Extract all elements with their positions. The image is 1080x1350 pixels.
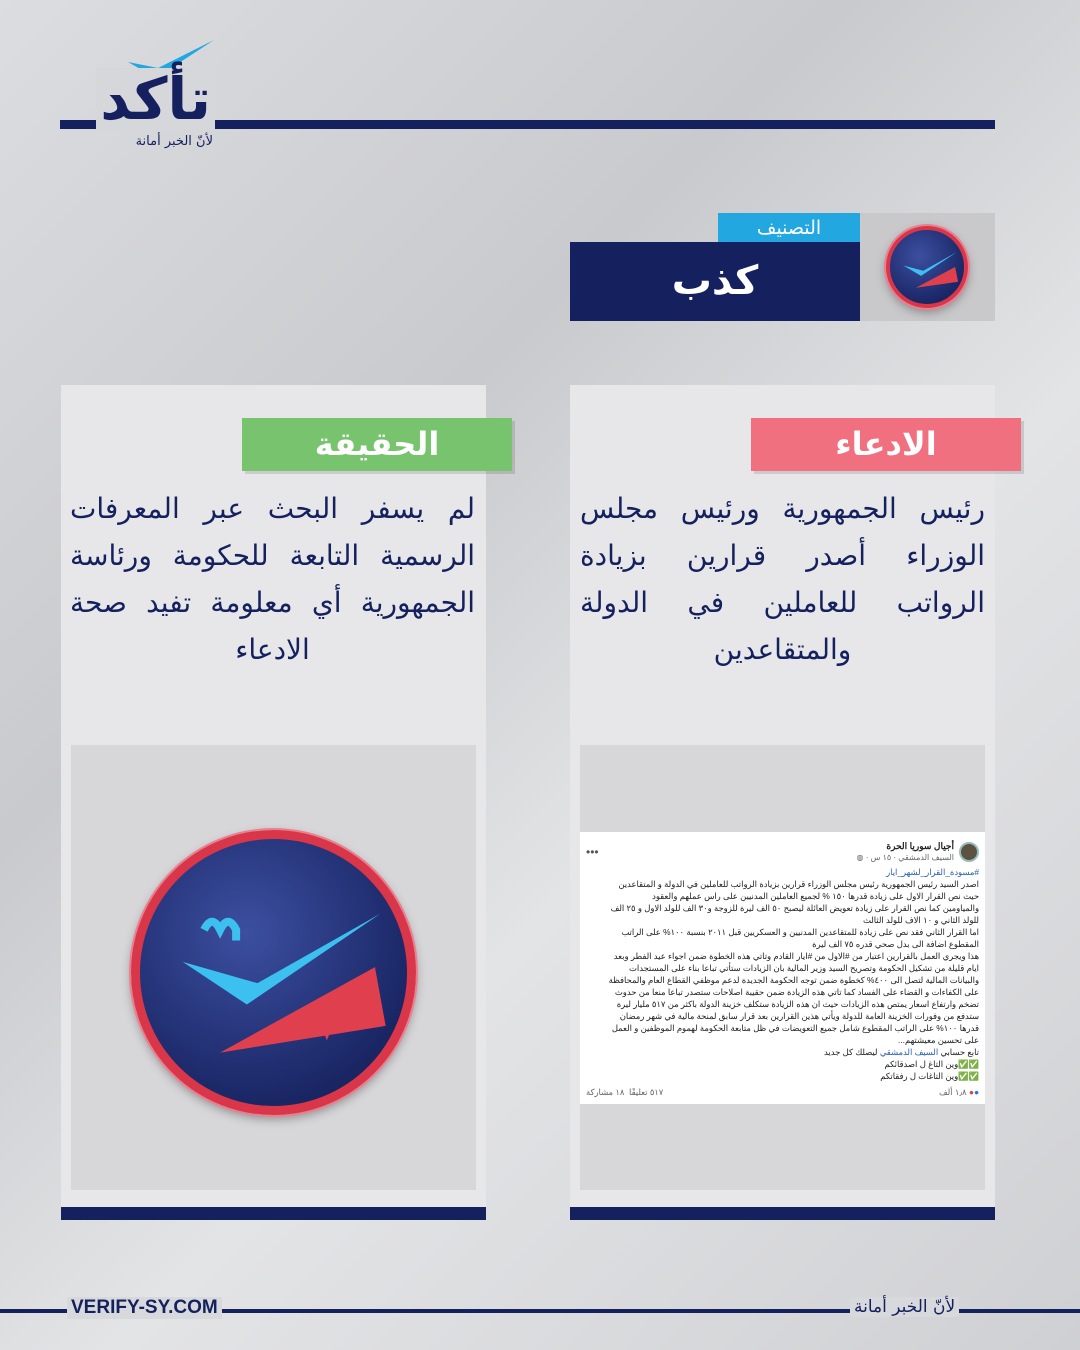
post-line: على تحسين معيشتهم... bbox=[898, 1035, 979, 1045]
website-link[interactable]: VERIFY-SY.COM bbox=[67, 1297, 222, 1319]
post-line: قدرها ١٠٠% على الراتب المقطوع شامل جميع التعويضات في ظل متابعة الحكومة لهموم الموظفين و العمل bbox=[611, 1023, 979, 1033]
post-line: ✅✅وين التاغات ل رفقاتكم bbox=[880, 1071, 979, 1081]
post-line: للولد الثاني و ١٠ الاف للولد الثالث bbox=[862, 915, 979, 925]
verify-badge-large-icon bbox=[131, 830, 416, 1115]
post-line: والبيانات المالية لتصل الى ٤٠٠% كخطوة ضمن توجه الحكومة الجديدة لدعم موظفي القطاع العام والمحافظة bbox=[608, 975, 979, 985]
post-author: السيف الدمشقي bbox=[898, 853, 954, 862]
follow-link: السيف الدمشقي bbox=[879, 1047, 939, 1057]
post-line: اصدر السيد رئيس الجمهورية رئيس مجلس الوزراء قرارين بزيادة الرواتب للعاملين في الدولة و المتقاعدين bbox=[618, 879, 979, 889]
post-line: والمياومين كما نص القرار على زيادة تعويض العائلة ليصبح ٥٠ الف ليرة للزوجة و٣٠ الف للولد الاول و ٢٥ الف bbox=[610, 903, 979, 913]
post-line: هذا ويجري العمل بالقرارين اعتبار من #الاول من #ايار القادم وتاتي هذه الخطوة ضمن اجواء عيد الفطر وبعد bbox=[613, 951, 979, 961]
verify-badge-icon bbox=[886, 226, 968, 308]
classification-value: كذب bbox=[570, 242, 860, 321]
post-line: المقطوع اضافة الى بدل صحي قدره ٧٥ الف ليرة bbox=[812, 939, 979, 949]
brand-logo bbox=[88, 30, 223, 155]
globe-icon: ◍ bbox=[856, 853, 864, 862]
shares-count: ١٨ مشاركة bbox=[586, 1087, 625, 1097]
logo-tagline: لأنّ الخبر أمانة bbox=[135, 134, 213, 149]
claim-panel-bar bbox=[570, 1207, 995, 1220]
classification-label: التصنيف bbox=[718, 213, 860, 243]
like-love-icon: ● bbox=[973, 1087, 979, 1097]
post-line: تضخم وارتفاع اسعار يمتص هذه الزيادات حيث ان هذه الزيادة ستكلف خزينة الدولة باكثر من ٥١٧ مليار ليرة bbox=[616, 999, 979, 1009]
more-options-icon: ••• bbox=[586, 845, 599, 859]
facebook-post: أجيال سوريا الحرة السيف الدمشقي · ١٥ س · ◍ ••• #مسودة_القرار_لشهر_ايار اصدر السيد رئيس الجمهورية رئيس مجلس الوزراء قرارين بزيادة الرواتب للعاملين في الدولة و المتقاعدين حيث نص القرار الاول على زيادة قدرها ١٥٠ % لجميع العاملين المدنيين على راس عملهم والعقود والمياومين كما نص القرار على زيادة تعويض العائلة ليصبح ٥٠ الف ليرة للزوجة و٣٠ الف للولد الاول و ٢٥ الف للولد الثاني و ١٠ الاف للولد الثالث اما القرار الثاني فقد نص على زيادة للمتقاعدين المدنيين و العسكريين قبل ٢٠١١ بنسبة ١٠٠% على الراتب المقطوع اضافة الى بدل صحي قدره ٧٥ الف ليرة هذا ويجري العمل بالقرارين اعتبار من #الاول من #ايار القادم وتاتي هذه الخطوة ضمن اجواء عيد الفطر وبعد ايام قليلة من تشكيل الحكومة وتصريح السيد وزير المالية بان الزيادات ستأتي تباعا بناء على المستجدات والبيانات المالية لتصل الى ٤٠٠% كخطوة ضمن توجه الحكومة الجديدة لدعم موظفي القطاع العام والمحافظة على الكفاءات و القضاء على الفساد كما تاتي هذه الزيادة ضمن حقيبة اصلاحات ستصدر تباعا منعا من حدوث تضخم وارتفاع اسعار يمتص هذه الزيادات حيث ان هذه الزيادة ستكلف خزينة الدولة باكثر من ٥١٧ مليار ليرة ستدفع من وفورات الخزينة العامة للدولة ويأتي هذين القرارين بعد قرار سابق لمنحة مالية في شهر رمضان قدرها ١٠٠% على الراتب المقطوع شامل جميع التعويضات في ظل متابعة الحكومة لهموم الموظفين و العمل على تحسين معيشتهم... تابع حسابي السيف الدمشقي ليصلك كل جديد ✅✅وين التاغ ل اصدقائكم ✅✅وين التاغات ل رفقاتكم ●● ١٫٨ ألف ٥١٧ تعليقًا ١٨ مشاركة bbox=[580, 832, 985, 1104]
truth-label: الحقيقة bbox=[242, 418, 512, 471]
comments-count: ٥١٧ تعليقًا bbox=[629, 1087, 664, 1097]
post-line: اما القرار الثاني فقد نص على زيادة للمتقاعدين المدنيين و العسكريين قبل ٢٠١١ بنسبة ١٠٠% على الراتب bbox=[621, 927, 979, 937]
follow-suffix: ليصلك كل جديد bbox=[824, 1047, 878, 1057]
footer-tagline: لأنّ الخبر أمانة bbox=[850, 1297, 959, 1317]
post-line: حيث نص القرار الاول على زيادة قدرها ١٥٠ % لجميع العاملين المدنيين على راس عملهم والعقود bbox=[652, 891, 979, 901]
post-time: ١٥ س bbox=[870, 853, 892, 862]
post-line: على الكفاءات و القضاء على الفساد كما تاتي هذه الزيادة ضمن حقيبة اصلاحات ستصدر تباعا منعا من حدوث bbox=[614, 987, 979, 997]
post-line: ستدفع من وفورات الخزينة العامة للدولة ويأتي هذين القرارين بعد قرار سابق لمنحة مالية في شهر رمضان bbox=[619, 1011, 979, 1021]
post-page-name: أجيال سوريا الحرة bbox=[886, 841, 954, 851]
logo-word: تأكد bbox=[96, 68, 215, 130]
classification-badge-box bbox=[860, 213, 995, 321]
post-line: ✅✅وين التاغ ل اصدقائكم bbox=[884, 1059, 979, 1069]
truth-image-box bbox=[71, 745, 476, 1190]
truth-text: لم يسفر البحث عبر المعرفات الرسمية التابعة للحكومة ورئاسة الجمهورية أي معلومة تفيد صحة الادعاء bbox=[70, 492, 475, 666]
avatar bbox=[959, 842, 979, 862]
post-line: ايام قليلة من تشكيل الحكومة وتصريح السيد وزير المالية بان الزيادات ستأتي تباعا بناء على المستجدات bbox=[629, 963, 979, 973]
claim-label: الادعاء bbox=[751, 418, 1021, 471]
reactions-count: ١٫٨ ألف bbox=[938, 1087, 967, 1097]
follow-prefix: تابع حسابي bbox=[940, 1047, 979, 1057]
truth-panel-bar bbox=[61, 1207, 486, 1220]
post-reactions: ●● ١٫٨ ألف bbox=[938, 1087, 979, 1097]
post-hashtag: #مسودة_القرار_لشهر_ايار bbox=[886, 867, 979, 877]
claim-text: رئيس الجمهورية ورئيس مجلس الوزراء أصدر قرارين بزيادة الرواتب للعاملين في الدولة والمتقاعدين bbox=[580, 492, 985, 666]
post-follow-line bbox=[586, 1046, 979, 1058]
